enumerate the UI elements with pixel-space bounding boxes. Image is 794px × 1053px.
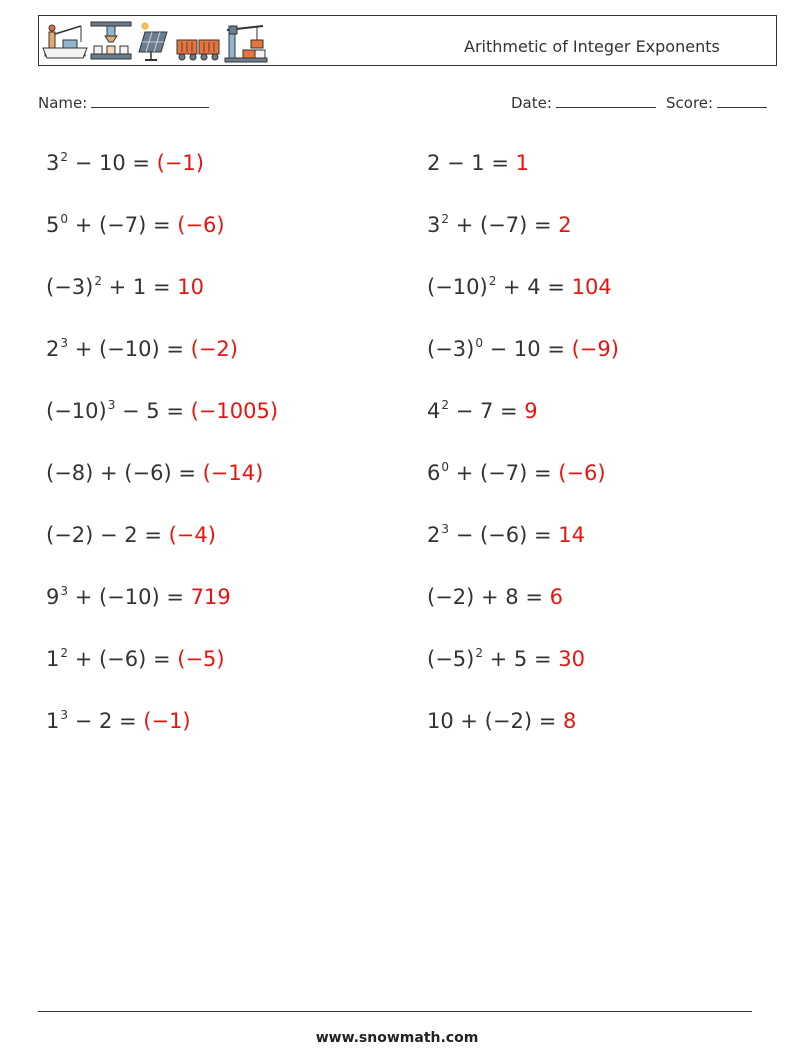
- problem-13: [46, 523, 216, 547]
- footer-url: www.snowmath.com: [315, 1030, 479, 1046]
- date-label: Date:: [511, 94, 552, 112]
- problem-4: [427, 213, 572, 237]
- problem-exponent: 0: [60, 212, 69, 226]
- problem-answer: 6: [549, 585, 563, 609]
- problem-base: (−5): [427, 647, 475, 671]
- date-blank: [556, 93, 656, 108]
- problem-operation: =: [518, 585, 550, 609]
- problem-18: [427, 647, 585, 671]
- problem-operation: − 7 =: [449, 399, 525, 423]
- problem-base: 2: [427, 523, 441, 547]
- problem-12: [427, 461, 606, 485]
- problem-operation: − 5 =: [115, 399, 191, 423]
- problem-exponent: 3: [60, 584, 69, 598]
- problem-20: [427, 709, 576, 733]
- problem-2: [427, 151, 529, 175]
- name-blank: [91, 93, 209, 108]
- name-field: [38, 93, 209, 112]
- problem-exponent: 2: [488, 274, 497, 288]
- problem-base: (−10): [427, 275, 488, 299]
- header-illustrations: [41, 18, 271, 64]
- problem-operation: − 10 =: [68, 151, 157, 175]
- problem-exponent: 3: [60, 708, 69, 722]
- score-label: Score:: [666, 94, 714, 112]
- problem-base: 1: [46, 647, 60, 671]
- problem-operation: + (−10) =: [68, 585, 191, 609]
- problem-answer: (−2): [190, 337, 238, 361]
- problem-base: 2: [46, 337, 60, 361]
- problem-5: [46, 275, 204, 299]
- problem-exponent: 2: [475, 646, 483, 660]
- problem-answer: 30: [558, 647, 585, 671]
- problem-base: 9: [46, 585, 60, 609]
- problem-operation: =: [137, 523, 169, 547]
- problem-answer: (−5): [177, 647, 225, 671]
- port-crane-icon: [225, 26, 267, 62]
- problem-operation: − 10 =: [482, 337, 572, 361]
- footer-divider: [38, 1011, 752, 1012]
- problem-answer: (−6): [177, 213, 225, 237]
- problem-exponent: 2: [94, 274, 102, 288]
- problem-base: 3: [427, 213, 441, 237]
- factory-machine-icon: [91, 22, 131, 59]
- problem-7: [46, 337, 238, 361]
- problem-exponent: 2: [60, 646, 69, 660]
- problem-answer: (−6): [558, 461, 606, 485]
- problem-operation: =: [171, 461, 203, 485]
- problem-answer: (−9): [571, 337, 619, 361]
- problem-base: (−3): [46, 275, 94, 299]
- problem-answer: (−1005): [190, 399, 279, 423]
- problem-answer: 9: [524, 399, 538, 423]
- problem-exponent: 0: [475, 336, 483, 350]
- problem-operation: + (−6) =: [68, 647, 178, 671]
- problem-operation: + 4 =: [496, 275, 572, 299]
- problem-19: [46, 709, 191, 733]
- problem-operation: + (−7) =: [68, 213, 178, 237]
- problem-1: [46, 151, 204, 175]
- problem-base: (−2) − 2: [46, 523, 138, 547]
- problem-base: 10 + (−2): [427, 709, 533, 733]
- problem-base: 3: [46, 151, 60, 175]
- problem-operation: + 1 =: [101, 275, 178, 299]
- problem-answer: (−1): [143, 709, 191, 733]
- worksheet-header: [38, 15, 777, 66]
- name-label: Name:: [38, 94, 88, 112]
- problem-14: [427, 523, 585, 547]
- problem-answer: 8: [562, 709, 577, 733]
- problem-17: [46, 647, 225, 671]
- solar-panel-icon: [139, 23, 167, 61]
- problem-base: 4: [427, 399, 441, 423]
- problem-answer: (−1): [156, 151, 204, 175]
- date-field: [511, 93, 656, 112]
- problem-answer: 1: [515, 151, 529, 175]
- problem-9: [46, 399, 278, 423]
- problem-exponent: 3: [441, 522, 450, 536]
- problem-operation: =: [532, 709, 563, 733]
- problem-exponent: 2: [441, 398, 450, 412]
- problem-11: [46, 461, 263, 485]
- problem-answer: 14: [558, 523, 585, 547]
- problem-answer: 10: [177, 275, 204, 299]
- problem-exponent: 3: [107, 398, 116, 412]
- problem-10: [427, 399, 538, 423]
- worksheet-title: Arithmetic of Integer Exponents: [464, 37, 720, 56]
- freight-train-icon: [177, 40, 219, 60]
- problem-6: [427, 275, 612, 299]
- problem-16: [427, 585, 563, 609]
- problem-15: [46, 585, 231, 609]
- problem-operation: − (−6) =: [449, 523, 559, 547]
- problem-base: 5: [46, 213, 60, 237]
- problem-operation: + 5 =: [482, 647, 559, 671]
- problem-operation: − 2 =: [68, 709, 144, 733]
- problem-operation: + (−7) =: [449, 213, 559, 237]
- problem-answer: (−14): [202, 461, 264, 485]
- problem-base: (−10): [46, 399, 107, 423]
- problem-base: (−8) + (−6): [46, 461, 172, 485]
- problem-base: 6: [427, 461, 441, 485]
- problem-exponent: 2: [60, 150, 69, 164]
- ship-crane-icon: [43, 25, 87, 58]
- problem-answer: 104: [571, 275, 612, 299]
- problem-operation: + (−7) =: [449, 461, 559, 485]
- problem-exponent: 3: [60, 336, 69, 350]
- problem-answer: 2: [558, 213, 572, 237]
- problem-operation: + (−10) =: [68, 337, 191, 361]
- problem-answer: 719: [190, 585, 231, 609]
- problem-base: 2 − 1: [427, 151, 485, 175]
- problem-operation: =: [484, 151, 516, 175]
- problem-exponent: 2: [441, 212, 450, 226]
- problem-base: (−3): [427, 337, 475, 361]
- problem-base: 1: [46, 709, 60, 733]
- problem-exponent: 0: [441, 460, 450, 474]
- score-field: [666, 93, 767, 112]
- score-blank: [717, 93, 767, 108]
- problem-3: [46, 213, 225, 237]
- problem-answer: (−4): [168, 523, 216, 547]
- problem-8: [427, 337, 619, 361]
- problem-base: (−2) + 8: [427, 585, 519, 609]
